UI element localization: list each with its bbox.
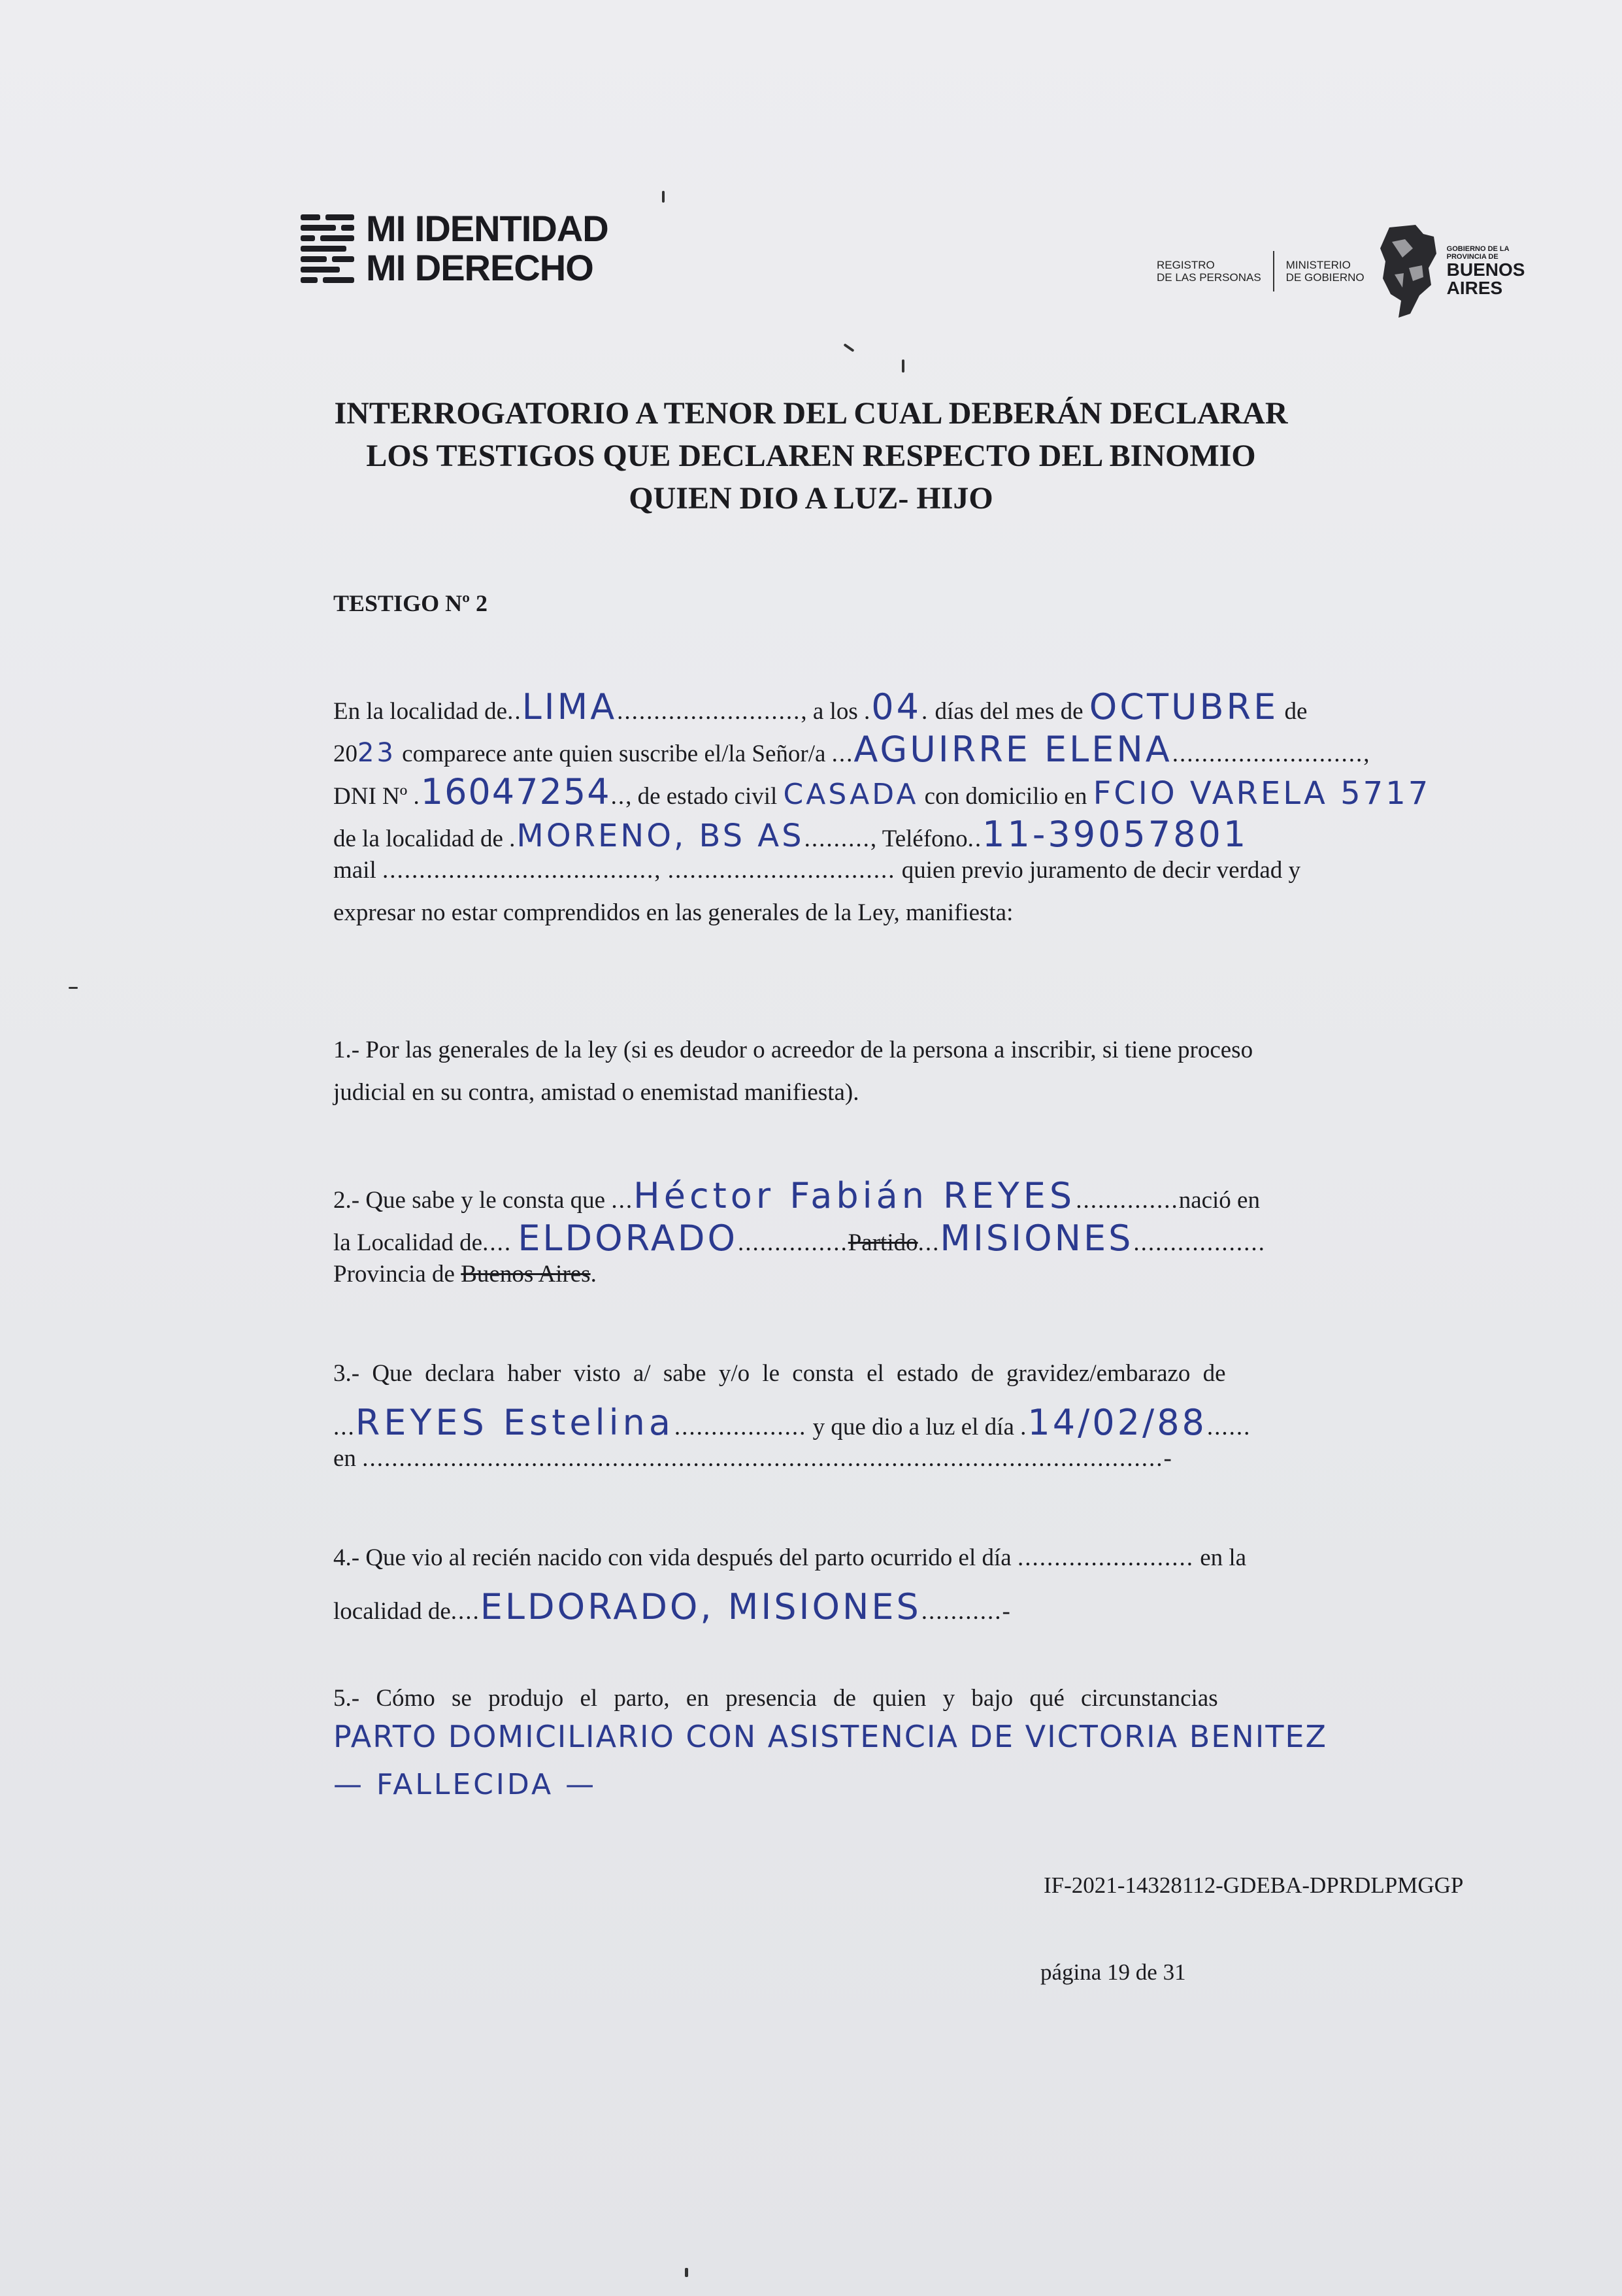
q2-line-3 — [333, 1260, 1392, 1288]
hw-telefono: 11-39057801 — [982, 814, 1249, 855]
form-line-3: DNI Nº .16047254.., de estado civil CASADA con domicilio en FCIO VARELA 5717 — [333, 771, 1431, 812]
fingerprint-icon — [301, 209, 357, 288]
q3-line-1: 3.- Que declara haber visto a/ sabe y/o le consta el estado de gravidez/embarazo de — [333, 1360, 1226, 1387]
ministerio-line-2: DE GOBIERNO — [1285, 271, 1365, 284]
q2-localidad-label: la Localidad de — [333, 1229, 483, 1256]
form-line-5: mail ....................................., ............................... quien previo juramento de decir verdad y — [333, 857, 1301, 884]
label-estado-civil: , de estado civil — [625, 783, 778, 810]
hw-localidad-testigo: MORENO, BS AS — [516, 818, 804, 854]
logo-line-1: MI IDENTIDAD — [366, 208, 608, 249]
q2-provincia-struck: Buenos Aires — [461, 1261, 591, 1288]
hw-fecha-nacimiento: 14/02/88 — [1027, 1402, 1207, 1443]
q4-localidad-label: localidad de — [333, 1598, 451, 1625]
q2-provincia-label: Provincia de — [333, 1261, 455, 1288]
hw-dias: 04 — [871, 686, 921, 727]
label-localidad: En la localidad de — [333, 698, 508, 725]
gob-line-1: GOBIERNO DE LA — [1446, 245, 1510, 253]
q4-en-la: en la — [1200, 1544, 1247, 1571]
scan-speck — [69, 987, 78, 989]
q5-line-3 — [333, 1768, 1392, 1801]
hw-circunstancias-2: — FALLECIDA — — [333, 1768, 597, 1801]
q2-label: 2.- Que sabe y le consta que — [333, 1187, 606, 1214]
label-mail: mail — [333, 857, 376, 884]
header-divider — [1273, 251, 1274, 291]
form-line-6: expresar no estar comprendidos en las generales de la Ley, manifiesta: — [333, 899, 1014, 926]
q1-line-1: 1.- Por las generales de la ley (si es deudor o acreedor de la persona a inscribir, si tiene proceso — [333, 1037, 1253, 1063]
gobierno-logo — [1157, 222, 1525, 320]
form-line-2: 2023 comparece ante quien suscribe el/la Señor/a ...AGUIRRE ELENA.........................., — [333, 729, 1371, 770]
hw-circunstancias-1: PARTO DOMICILIARIO CON ASISTENCIA DE VICTORIA BENITEZ — [333, 1719, 1327, 1754]
label-localidad-testigo: de la localidad de — [333, 825, 503, 852]
q2-line-2: la Localidad de.... ELDORADO...............Partido...MISIONES.................. — [333, 1218, 1266, 1259]
scan-speck — [843, 343, 854, 352]
hw-partido: MISIONES — [940, 1218, 1134, 1259]
q2-partido-label: Partido — [848, 1229, 918, 1256]
q2-line-1: 2.- Que sabe y le consta que ...Héctor Fabián REYES..............nació en — [333, 1175, 1260, 1216]
hw-madre: REYES Estelina — [355, 1402, 674, 1443]
page-number: página 19 de 31 — [1040, 1959, 1186, 1985]
testigo-label: TESTIGO Nº 2 — [333, 590, 488, 616]
title-line-3: QUIEN DIO A LUZ- HIJO — [629, 481, 993, 516]
title-line-1: INTERROGATORIO A TENOR DEL CUAL DEBERÁN DECLARAR — [334, 396, 1288, 431]
form-line-1: En la localidad de..LIMA........................., a los .04. días del mes de OCTUBRE de — [333, 686, 1308, 727]
q2-nacio: nació en — [1178, 1187, 1260, 1214]
label-telefono: , Teléfono — [870, 825, 968, 852]
hw-estado-civil: CASADA — [783, 778, 919, 811]
province-map-icon — [1376, 222, 1439, 320]
form-line-4: de la localidad de .MORENO, BS AS........., Teléfono..11-39057801 — [333, 814, 1249, 855]
hw-nombre-hijo: Héctor Fabián REYES — [633, 1175, 1076, 1216]
hw-year: 23 — [357, 738, 396, 768]
q4-line-1: 4.- Que vio al recién nacido con vida después del parto ocurrido el día ........................ en la — [333, 1544, 1247, 1571]
q3-en-label: en — [333, 1445, 356, 1472]
q5-line-2 — [333, 1719, 1392, 1754]
label-comparece: comparece ante quien suscribe el/la Señor/a — [402, 740, 826, 767]
q3-dio-a-luz: y que dio a luz el día — [812, 1414, 1014, 1440]
label-year-prefix: 20 — [333, 740, 357, 767]
gob-aires: AIRES — [1446, 278, 1503, 298]
title-line-2: LOS TESTIGOS QUE DECLAREN RESPECTO DEL BINOMIO — [366, 439, 1256, 473]
registro-line-2: DE LAS PERSONAS — [1157, 271, 1261, 284]
hw-dni: 16047254 — [420, 771, 611, 812]
q2-period: . — [590, 1261, 597, 1288]
hw-nombre: AGUIRRE ELENA — [853, 729, 1172, 770]
q4-line-2: localidad de....ELDORADO, MISIONES...........- — [333, 1586, 1012, 1627]
q3-line-3: en .............................................................................................................- — [333, 1445, 1173, 1472]
logo-line-2: MI DERECHO — [366, 247, 593, 288]
registro-line-1: REGISTRO — [1157, 259, 1215, 271]
hw-domicilio: FCIO VARELA 5717 — [1093, 775, 1431, 812]
label-a-los: , a los — [801, 698, 858, 725]
scan-speck — [902, 359, 904, 373]
hw-localidad: LIMA — [521, 686, 618, 727]
ministerio-line-1: MINISTERIO — [1285, 259, 1351, 271]
q4-label: 4.- Que vio al recién nacido con vida después del parto ocurrido el día — [333, 1544, 1012, 1571]
q1-line-2: judicial en su contra, amistad o enemistad manifiesta). — [333, 1079, 859, 1106]
mi-identidad-logo — [301, 209, 608, 288]
q3-line-2: ...REYES Estelina.................. y que dio a luz el día .14/02/88...... — [333, 1402, 1251, 1443]
hw-localidad-parto: ELDORADO, MISIONES — [480, 1586, 921, 1627]
label-domicilio: con domicilio en — [924, 783, 1087, 810]
label-dias-mes: días del mes de — [935, 698, 1084, 725]
hw-localidad-nacimiento: ELDORADO — [518, 1218, 738, 1259]
document-id: IF-2021-14328112-GDEBA-DPRDLPMGGP — [1044, 1872, 1464, 1898]
label-juramento: quien previo juramento de decir verdad y — [901, 857, 1301, 884]
scan-speck — [662, 191, 665, 203]
gob-line-2: PROVINCIA DE — [1446, 253, 1498, 261]
label-de: de — [1284, 698, 1308, 725]
label-dni: DNI Nº — [333, 783, 408, 810]
hw-mes: OCTUBRE — [1089, 686, 1279, 727]
q5-line-1: 5.- Cómo se produjo el parto, en presencia de quien y bajo qué circunstancias — [333, 1685, 1218, 1712]
scan-speck — [685, 2268, 688, 2277]
gob-buenos: BUENOS — [1446, 259, 1525, 280]
